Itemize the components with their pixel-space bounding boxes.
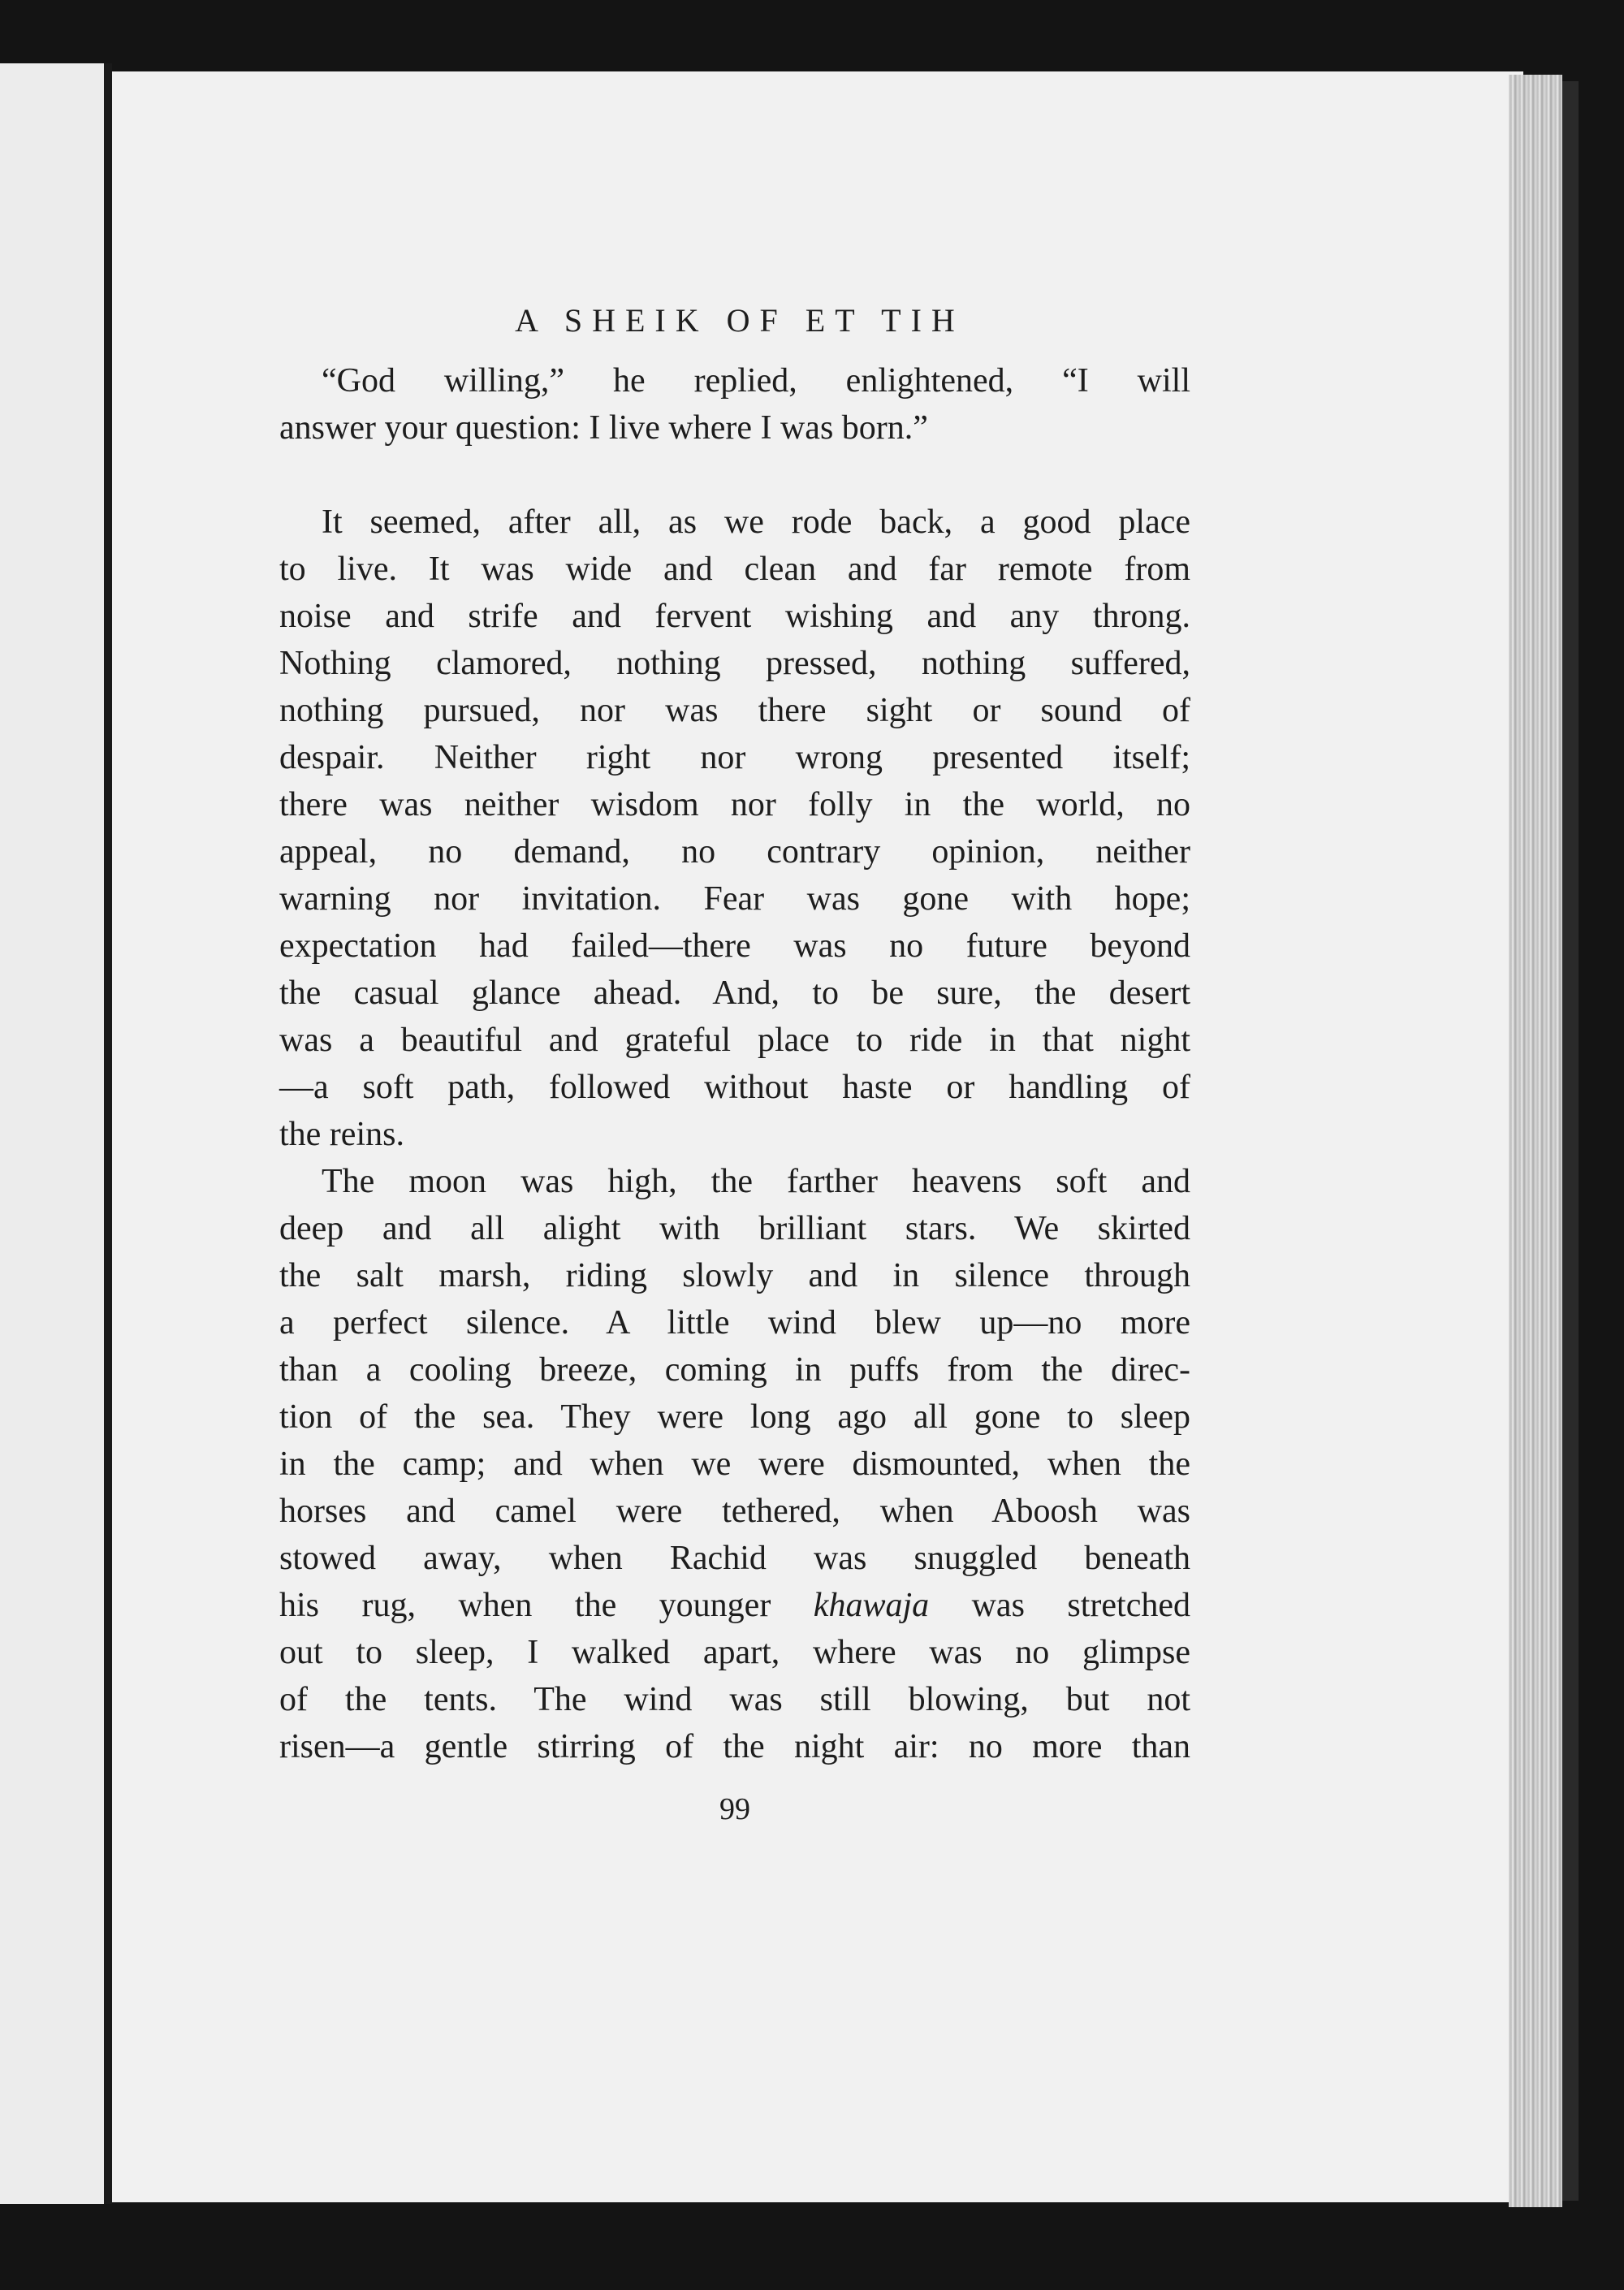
text-line: risen—a gentle stirring of the night air: no more than (279, 1728, 1190, 1765)
page-block-edge (1509, 75, 1562, 2207)
text-line: It seemed, after all, as we rode back, a good place (322, 503, 1190, 541)
text-line: to live. It was wide and clean and far remote from (279, 551, 1190, 588)
text-line: of the tents. The wind was still blowing, but not (279, 1681, 1190, 1718)
text-line: deep and all alight with brilliant stars. We skirted (279, 1210, 1190, 1247)
text-line: tion of the sea. They were long ago all gone to sleep (279, 1398, 1190, 1436)
text-line: “God willing,” he replied, enlightened, “I will (322, 362, 1190, 400)
text-line: —a soft path, followed without haste or handling of (279, 1069, 1190, 1106)
text-line: noise and strife and fervent wishing and any throng. (279, 598, 1190, 635)
text-line: the casual glance ahead. And, to be sure, the desert (279, 974, 1190, 1012)
text-line: Nothing clamored, nothing pressed, nothing suffered, (279, 645, 1190, 682)
text-line: expectation had failed—there was no future beyond (279, 927, 1190, 965)
text-line: despair. Neither right nor wrong presented itself; (279, 739, 1190, 776)
paragraph-3 (279, 1158, 1190, 1770)
text-run: his rug, when the younger (279, 1587, 814, 1624)
text-line: the reins. (279, 1116, 404, 1153)
book-cover-edge (1562, 81, 1579, 2201)
text-line: was a beautiful and grateful place to ride in that night (279, 1022, 1190, 1059)
text-line: a perfect silence. A little wind blew up—no more (279, 1304, 1190, 1342)
section-break (279, 452, 1190, 499)
text-line: than a cooling breeze, coming in puffs from the direc- (279, 1351, 1190, 1389)
text-block (279, 284, 1190, 1770)
italic-word: khawaja (813, 1587, 930, 1624)
text-line: the salt marsh, riding slowly and in silence through (279, 1257, 1190, 1294)
running-head: A SHEIK OF ET TIH (515, 302, 965, 339)
gutter (104, 63, 112, 2204)
paragraph-2 (279, 499, 1190, 1158)
text-line: out to sleep, I walked apart, where was no glimpse (279, 1634, 1190, 1671)
text-line: appeal, no demand, no contrary opinion, neither (279, 833, 1190, 871)
text-line: answer your question: I live where I was born.” (279, 409, 928, 447)
paragraph-1 (279, 357, 1190, 452)
text-line-with-italic (279, 1582, 1190, 1629)
text-line: in the camp; and when we were dismounted, when the (279, 1445, 1190, 1483)
text-line: warning nor invitation. Fear was gone with hope; (279, 880, 1190, 918)
text-run: was stretched (929, 1587, 1190, 1624)
facing-page-edge (0, 63, 104, 2204)
text-line: nothing pursued, nor was there sight or sound of (279, 692, 1190, 729)
text-line: The moon was high, the farther heavens soft and (322, 1163, 1190, 1200)
text-line: stowed away, when Rachid was snuggled beneath (279, 1540, 1190, 1577)
text-line: there was neither wisdom nor folly in the world, no (279, 786, 1190, 823)
page-number: 99 (719, 1792, 750, 1826)
text-line: horses and camel were tethered, when Aboosh was (279, 1493, 1190, 1530)
